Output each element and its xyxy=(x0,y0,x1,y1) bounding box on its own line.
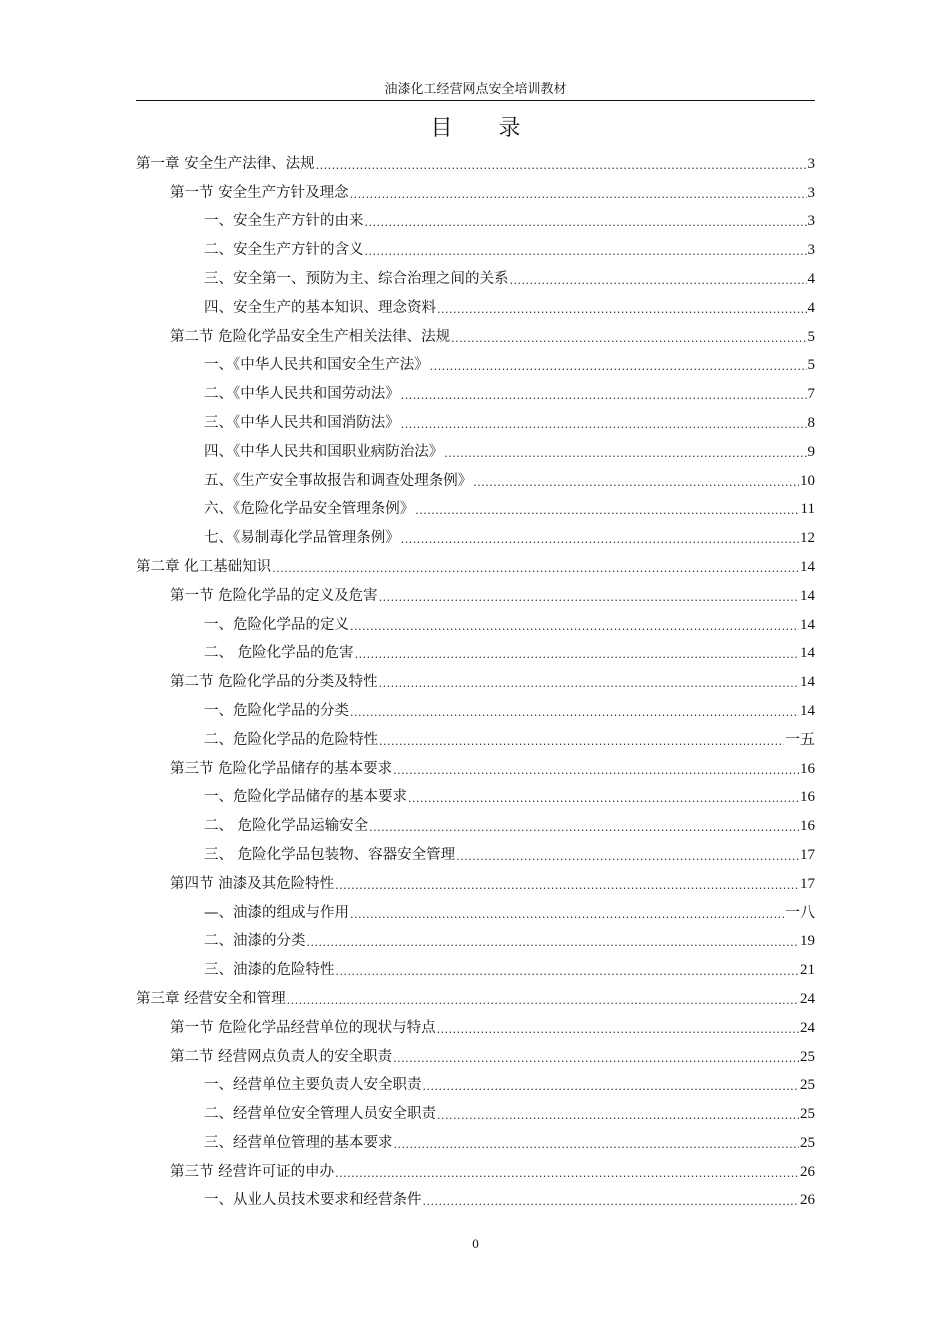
toc-entry-page: 12 xyxy=(800,530,815,547)
toc-leader-dots xyxy=(350,619,799,635)
toc-entry-page: 10 xyxy=(800,472,815,489)
toc-entry-label: 三、油漆的危险特性 xyxy=(204,962,335,979)
toc-entry[interactable] xyxy=(136,491,815,520)
toc-entry-page: 24 xyxy=(800,990,815,1007)
toc-entry[interactable] xyxy=(136,577,815,606)
toc-entry-page: 5 xyxy=(807,328,815,345)
toc-entry-page: 3 xyxy=(807,242,815,259)
toc-entry[interactable] xyxy=(136,519,815,548)
toc-entry-label: 四、《中华人民共和国职业病防治法》 xyxy=(204,443,444,460)
toc-entry-page: 3 xyxy=(807,184,815,201)
toc-leader-dots xyxy=(350,705,799,721)
toc-entry-label: 第三章 经营安全和管理 xyxy=(136,990,286,1007)
toc-entry-label: 五、《生产安全事故报告和调查处理条例》 xyxy=(204,472,473,489)
toc-entry[interactable] xyxy=(136,635,815,664)
toc-leader-dots xyxy=(350,907,784,923)
toc-entry[interactable] xyxy=(136,721,815,750)
toc-entry-label: 第一节 危险化学品经营单位的现状与特点 xyxy=(170,1019,436,1036)
toc-leader-dots xyxy=(336,964,800,980)
toc-entry[interactable] xyxy=(136,865,815,894)
toc-entry[interactable] xyxy=(136,1067,815,1096)
header-rule xyxy=(136,100,815,101)
toc-entry-page: 9 xyxy=(807,443,815,460)
toc-entry-label: 一、安全生产方针的由来 xyxy=(204,213,364,230)
toc-entry[interactable] xyxy=(136,1153,815,1182)
toc-leader-dots xyxy=(408,791,799,807)
toc-leader-dots xyxy=(335,1166,799,1182)
toc-entry-label: 第二节 危险化学品安全生产相关法律、法规 xyxy=(170,328,451,345)
toc-leader-dots xyxy=(379,676,799,692)
toc-entry-label: 第二章 化工基础知识 xyxy=(136,558,272,575)
toc-entry-page: 25 xyxy=(800,1048,815,1065)
toc-entry-page: 一五 xyxy=(784,731,815,748)
toc-entry-label: 二、安全生产方针的含义 xyxy=(204,242,364,259)
toc-entry-label: 二、经营单位安全管理人员安全职责 xyxy=(204,1106,436,1123)
toc-leader-dots xyxy=(393,763,799,779)
toc-entry-page: 25 xyxy=(800,1134,815,1151)
toc-leader-dots xyxy=(510,273,807,289)
toc-title-char-1: 目 xyxy=(430,116,453,141)
toc-entry-label: 二、 危险化学品的危害 xyxy=(204,645,354,662)
toc-entry-label: 七、《易制毒化学品管理条例》 xyxy=(204,530,400,547)
page-header: 油漆化工经营网点安全培训教材 xyxy=(384,82,567,97)
toc-entry[interactable] xyxy=(136,404,815,433)
toc-entry-label: 三、《中华人民共和国消防法》 xyxy=(204,414,400,431)
toc-entry-page: 26 xyxy=(800,1163,815,1180)
toc-entry-label: 第一节 安全生产方针及理念 xyxy=(170,184,349,201)
toc-entry[interactable] xyxy=(136,375,815,404)
toc-entry-page: 一八 xyxy=(784,904,815,921)
toc-entry-label: 三、 危险化学品包装物、容器安全管理 xyxy=(204,846,456,863)
toc-entry-page: 21 xyxy=(800,962,815,979)
toc-entry[interactable] xyxy=(136,1009,815,1038)
toc-entry-label: 二、《中华人民共和国劳动法》 xyxy=(204,386,400,403)
toc-entry[interactable] xyxy=(136,779,815,808)
toc-leader-dots xyxy=(473,475,799,491)
toc-entry[interactable] xyxy=(136,289,815,318)
toc-entry[interactable] xyxy=(136,980,815,1009)
toc-leader-dots xyxy=(401,417,807,433)
toc-entry-label: 第三节 危险化学品储存的基本要求 xyxy=(170,760,393,777)
toc-entry-page: 26 xyxy=(800,1192,815,1209)
toc-entry-page: 16 xyxy=(800,760,815,777)
toc-entry-page: 25 xyxy=(800,1106,815,1123)
toc-entry-label: 四、安全生产的基本知识、理念资料 xyxy=(204,299,436,316)
toc-entry-page: 14 xyxy=(800,558,815,575)
toc-entry-label: 第二节 经营网点负责人的安全职责 xyxy=(170,1048,393,1065)
toc-entry-label: 六、《危险化学品安全管理条例》 xyxy=(204,501,415,518)
toc-leader-dots xyxy=(287,993,799,1009)
toc-entry-page: 4 xyxy=(807,299,815,316)
toc-entry[interactable] xyxy=(136,951,815,980)
toc-entry-label: 三、经营单位管理的基本要求 xyxy=(204,1134,393,1151)
toc-entry-label: 第二节 危险化学品的分类及特性 xyxy=(170,674,378,691)
toc-leader-dots xyxy=(350,187,807,203)
toc-entry[interactable] xyxy=(136,260,815,289)
toc-entry-page: 11 xyxy=(800,501,815,518)
toc-entry-page: 14 xyxy=(800,645,815,662)
toc-entry-label: 一、危险化学品的定义 xyxy=(204,616,349,633)
toc-leader-dots xyxy=(437,1108,799,1124)
toc-entry[interactable] xyxy=(136,750,815,779)
toc-entry[interactable] xyxy=(136,663,815,692)
toc-entry[interactable] xyxy=(136,894,815,923)
toc-entry[interactable] xyxy=(136,548,815,577)
toc-entry-label: —、油漆的组成与作用 xyxy=(204,904,349,921)
toc-entry[interactable] xyxy=(136,606,815,635)
toc-entry[interactable] xyxy=(136,923,815,952)
toc-leader-dots xyxy=(365,215,807,231)
toc-entry[interactable] xyxy=(136,836,815,865)
toc-entry-label: 一、经营单位主要负责人安全职责 xyxy=(204,1077,422,1094)
toc-leader-dots xyxy=(437,1022,799,1038)
toc-entry-page: 14 xyxy=(800,702,815,719)
toc-leader-dots xyxy=(316,158,807,174)
toc-entry[interactable] xyxy=(136,1182,815,1211)
toc-leader-dots xyxy=(423,1079,800,1095)
toc-entry[interactable] xyxy=(136,174,815,203)
toc-entry-page: 4 xyxy=(807,270,815,287)
toc-entry[interactable] xyxy=(136,1124,815,1153)
page-number: 0 xyxy=(472,1236,479,1251)
toc-entry[interactable] xyxy=(136,433,815,462)
toc-entry[interactable] xyxy=(136,145,815,174)
toc-entry[interactable] xyxy=(136,203,815,232)
toc-entry-page: 16 xyxy=(800,789,815,806)
toc-entry[interactable] xyxy=(136,1038,815,1067)
toc-entry-label: 一、《中华人民共和国安全生产法》 xyxy=(204,357,429,374)
toc-leader-dots xyxy=(379,590,799,606)
toc-leader-dots xyxy=(430,359,807,375)
toc-entry-label: 一、从业人员技术要求和经营条件 xyxy=(204,1192,422,1209)
toc-entry-page: 7 xyxy=(807,386,815,403)
toc-entry-page: 17 xyxy=(800,875,815,892)
toc-leader-dots xyxy=(401,532,799,548)
toc-leader-dots xyxy=(437,302,807,318)
toc-entry-page: 16 xyxy=(800,818,815,835)
toc-leader-dots xyxy=(423,1194,800,1210)
toc-entry[interactable] xyxy=(136,807,815,836)
toc-entry-label: 第一章 安全生产法律、法规 xyxy=(136,155,315,172)
toc-entry-page: 17 xyxy=(800,846,815,863)
toc-leader-dots xyxy=(379,734,784,750)
toc-entry-label: 二、 危险化学品运输安全 xyxy=(204,818,369,835)
toc-entry-page: 14 xyxy=(800,587,815,604)
toc-entry-page: 24 xyxy=(800,1019,815,1036)
toc-entry-page: 3 xyxy=(807,155,815,172)
toc-leader-dots xyxy=(335,878,799,894)
toc-entry-page: 8 xyxy=(807,414,815,431)
table-of-contents xyxy=(136,145,815,1210)
toc-leader-dots xyxy=(272,561,799,577)
toc-leader-dots xyxy=(393,1051,799,1067)
toc-entry-page: 14 xyxy=(800,616,815,633)
toc-entry-label: 第四节 油漆及其危险特性 xyxy=(170,875,335,892)
toc-title xyxy=(136,114,815,144)
toc-leader-dots xyxy=(355,647,799,663)
toc-entry[interactable] xyxy=(136,318,815,347)
toc-entry-label: 二、危险化学品的危险特性 xyxy=(204,731,378,748)
toc-entry-label: 二、油漆的分类 xyxy=(204,933,306,950)
toc-leader-dots xyxy=(456,849,799,865)
toc-entry-page: 14 xyxy=(800,674,815,691)
toc-entry-label: 第一节 危险化学品的定义及危害 xyxy=(170,587,378,604)
toc-title-char-2: 录 xyxy=(498,116,521,141)
toc-entry-label: 一、危险化学品储存的基本要求 xyxy=(204,789,407,806)
toc-leader-dots xyxy=(415,503,799,519)
toc-entry-label: 三、安全第一、预防为主、综合治理之间的关系 xyxy=(204,270,509,287)
toc-entry-page: 3 xyxy=(807,213,815,230)
toc-entry-page: 25 xyxy=(800,1077,815,1094)
toc-entry[interactable] xyxy=(136,462,815,491)
toc-entry[interactable] xyxy=(136,1095,815,1124)
toc-leader-dots xyxy=(451,331,806,347)
toc-leader-dots xyxy=(369,820,799,836)
toc-entry-label: 第三节 经营许可证的申办 xyxy=(170,1163,335,1180)
toc-entry[interactable] xyxy=(136,692,815,721)
toc-leader-dots xyxy=(401,388,807,404)
toc-leader-dots xyxy=(307,935,800,951)
toc-leader-dots xyxy=(444,446,806,462)
toc-entry-page: 19 xyxy=(800,933,815,950)
toc-leader-dots xyxy=(365,244,807,260)
toc-entry-page: 5 xyxy=(807,357,815,374)
toc-entry[interactable] xyxy=(136,347,815,376)
toc-entry-label: 一、危险化学品的分类 xyxy=(204,702,349,719)
toc-leader-dots xyxy=(394,1137,800,1153)
toc-entry[interactable] xyxy=(136,231,815,260)
